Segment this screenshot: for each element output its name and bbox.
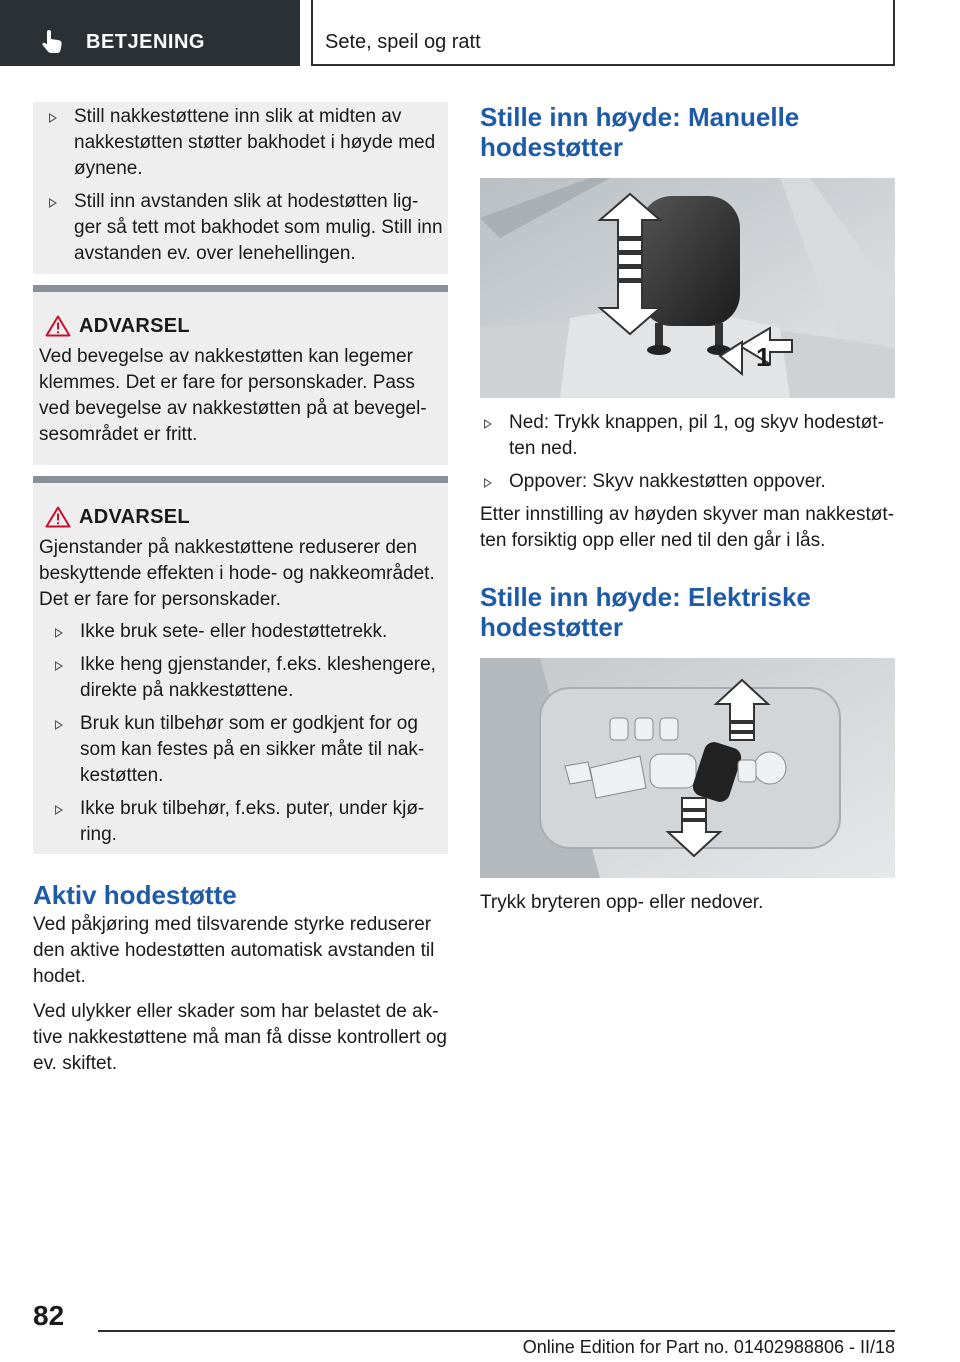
chapter-title: Sete, speil og ratt xyxy=(325,31,481,53)
left-column xyxy=(33,102,448,1077)
section-heading: Stille inn høyde: Elektriske hodestøtter xyxy=(480,582,811,642)
warning-title: ADVARSEL xyxy=(39,312,440,340)
image-caption: Trykk bryteren opp- eller nedover. xyxy=(480,892,764,913)
warning-box-2 xyxy=(33,476,448,854)
bullet-triangle-icon xyxy=(49,198,57,208)
list-item: Bruk kun tilbehør som er godkjent for og som kan festes på en sikker måte til nak‐ kestøtten. xyxy=(39,711,440,789)
section-heading: Aktiv hodestøtte xyxy=(33,880,237,910)
manual-bullet-list xyxy=(480,410,895,495)
footer-edition: Online Edition for Part no. 01402988806 - II/18 xyxy=(522,1337,895,1357)
warning-text: Gjenstander på nakkestøttene reduserer den beskyttende effekten i hode- og nakkeområdet. Det er fare for personskader. xyxy=(39,537,435,610)
header-divider xyxy=(311,0,313,66)
list-item: Ned: Trykk knappen, pil 1, og skyv hodestøt‐ ten ned. xyxy=(480,410,895,462)
chapter-tab xyxy=(311,0,895,66)
warning-triangle-icon xyxy=(45,315,71,337)
seat-switch-illustration xyxy=(480,658,895,878)
page-header xyxy=(0,0,960,66)
section-tab xyxy=(0,0,300,66)
list-item: Still nakkestøttene inn slik at midten av nakkestøtten støtter bakhodet i høyde med øynene. xyxy=(33,104,448,182)
warning-triangle-icon xyxy=(45,506,71,528)
hand-pointer-icon xyxy=(40,28,66,54)
section-label: BETJENING xyxy=(86,31,205,53)
paragraph: Ved ulykker eller skader som har belastet de ak‐ tive nakkestøttene må man få disse kontrollert og ev. skiftet. xyxy=(33,1001,447,1074)
right-column xyxy=(480,102,895,916)
list-item: Ikke bruk tilbehør, f.eks. puter, under kjø‐ ring. xyxy=(39,796,440,848)
headrest-illustration xyxy=(480,178,895,398)
list-item: Oppover: Skyv nakkestøtten oppover. xyxy=(480,469,895,495)
bullet-triangle-icon xyxy=(484,478,492,488)
bullet-triangle-icon xyxy=(55,628,63,638)
list-item: Ikke bruk sete- eller hodestøttetrekk. xyxy=(39,619,440,645)
section-heading: Stille inn høyde: Manuelle hodestøtter xyxy=(480,102,800,162)
list-item: Ikke heng gjenstander, f.eks. kleshengere, direkte på nakkestøttene. xyxy=(39,652,440,704)
intro-box xyxy=(33,102,448,274)
warning-box-1 xyxy=(33,285,448,465)
paragraph: Ved påkjøring med tilsvarende styrke reduserer den aktive hodestøtten automatisk avstanden til hodet. xyxy=(33,914,435,987)
warning-title: ADVARSEL xyxy=(39,503,440,531)
bullet-triangle-icon xyxy=(55,661,63,671)
seat-switch-photo xyxy=(480,658,895,878)
callout-number: 1 xyxy=(756,342,771,372)
paragraph: Etter innstilling av høyden skyver man nakkestøt‐ ten forsiktig opp eller ned til den går i lås. xyxy=(480,504,894,551)
intro-bullet-list xyxy=(33,102,448,267)
bullet-triangle-icon xyxy=(484,419,492,429)
bullet-triangle-icon xyxy=(55,805,63,815)
page-number: 82 xyxy=(33,1300,65,1331)
warning-text: Ved bevegelse av nakkestøtten kan legemer klemmes. Det er fare for personskader. Pass ved bevegelse av nakkestøtten på at bevegel‐ sesområdet er fritt. xyxy=(39,346,427,445)
footer-rule xyxy=(98,1330,895,1332)
headrest-photo xyxy=(480,178,895,398)
bullet-triangle-icon xyxy=(49,113,57,123)
bullet-triangle-icon xyxy=(55,720,63,730)
list-item: Still inn avstanden slik at hodestøtten lig‐ ger så tett mot bakhodet som mulig. Still inn avstanden ev. over lenehellingen. xyxy=(33,189,448,267)
warning-bullet-list xyxy=(39,619,440,848)
